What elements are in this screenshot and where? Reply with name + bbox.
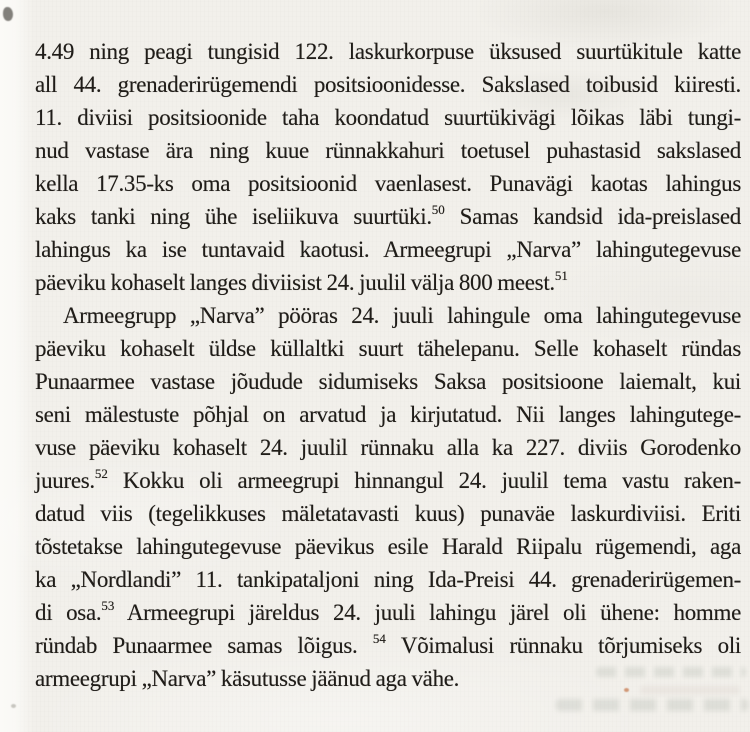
text-line <box>35 530 741 563</box>
text-segment: 11. diviisi positsioonide taha koondatud suurtükivägi lõikas läbi tungi- <box>35 105 741 130</box>
text-segment: tõstetakse lahingutegevuse päevikus esile Harald Riipalu rügemendi, aga <box>35 534 741 559</box>
text-line <box>35 332 741 365</box>
paragraph <box>35 299 741 695</box>
text-line <box>35 266 741 299</box>
text-segment: päeviku kohaselt langes diviisist 24. juulil välja 800 meest. <box>35 270 555 295</box>
text-line <box>35 68 741 101</box>
text-segment: lahingus ka ise tuntavaid kaotusi. Armeegrupi „Narva” lahingutegevuse <box>35 237 741 262</box>
paragraph <box>35 35 741 299</box>
text-line <box>35 299 741 332</box>
text-line <box>35 497 741 530</box>
text-segment: kaks tanki ning ühe iseliikuva suurtüki. <box>35 204 432 229</box>
footnote-marker: 53 <box>101 598 115 614</box>
text-line <box>35 596 741 629</box>
footnote-marker: 54 <box>372 631 386 647</box>
text-segment: ründab Punaarmee samas lõigus. <box>35 633 373 658</box>
bleed-through-ghost-line-2 <box>556 699 748 711</box>
text-segment: juures. <box>35 468 95 493</box>
footnote-marker: 51 <box>554 268 568 284</box>
text-segment: Kokku oli armeegrupi hinnangul 24. juulil tema vastu raken- <box>107 468 741 493</box>
text-segment: Armeegrupi järeldus 24. juuli lahingu järel oli ühene: homme <box>114 600 741 625</box>
text-segment: datud viis (tegelikkuses mäletatavasti kuus) punaväe laskurdiviisi. Eriti <box>35 501 741 526</box>
text-segment: vuse päeviku kohaselt 24. juulil rünnaku alla ka 227. diviis Gorodenko <box>35 435 741 460</box>
text-segment: Võimalusi rünnaku tõrjumiseks oli <box>385 633 741 658</box>
footnote-marker: 50 <box>431 202 445 218</box>
text-segment: nud vastase ära ning kuue rünnakkahuri toetusel puhastasid sakslased <box>35 138 741 163</box>
text-segment: all 44. grenaderirügemendi positsioonidesse. Sakslased toibusid kiiresti. <box>35 72 741 97</box>
text-segment: päeviku kohaselt üldse küllaltki suurt tähelepanu. Selle kohaselt ründas <box>35 336 741 361</box>
text-line <box>35 365 741 398</box>
text-line <box>35 662 741 695</box>
text-segment: ka „Nordlandi” 11. tankipataljoni ning Ida-Preisi 44. grenaderirügemen- <box>35 567 741 592</box>
scan-speck-top-left <box>3 7 13 21</box>
text-line <box>35 200 741 233</box>
text-segment: Armeegrupp „Narva” pööras 24. juuli lahingule oma lahingutegevuse <box>63 303 741 328</box>
body-text-block <box>35 35 741 695</box>
text-segment: armeegrupi „Narva” käsutusse jäänud aga vähe. <box>35 666 460 691</box>
text-line <box>35 134 741 167</box>
text-line <box>35 167 741 200</box>
text-segment: kella 17.35-ks oma positsioonid vaenlasest. Punavägi kaotas lahingus <box>35 171 741 196</box>
text-line <box>35 629 741 662</box>
text-line <box>35 233 741 266</box>
text-segment: seni mälestuste põhjal on arvatud ja kirjutatud. Nii langes lahingutege- <box>35 402 741 427</box>
text-line <box>35 398 741 431</box>
text-segment: 4.49 ning peagi tungisid 122. laskurkorpuse üksused suurtükitule katte <box>35 39 741 64</box>
text-line <box>35 431 741 464</box>
text-line <box>35 464 741 497</box>
text-segment: Punaarmee vastase jõudude sidumiseks Saksa positsioone laiemalt, kui <box>35 369 741 394</box>
text-line <box>35 35 741 68</box>
text-segment: Samas kandsid ida-preislased <box>444 204 741 229</box>
text-line <box>35 101 741 134</box>
footnote-marker: 52 <box>94 466 108 482</box>
text-line <box>35 563 741 596</box>
scan-speck-bottom-left <box>11 704 16 708</box>
text-segment: di osa. <box>35 600 102 625</box>
